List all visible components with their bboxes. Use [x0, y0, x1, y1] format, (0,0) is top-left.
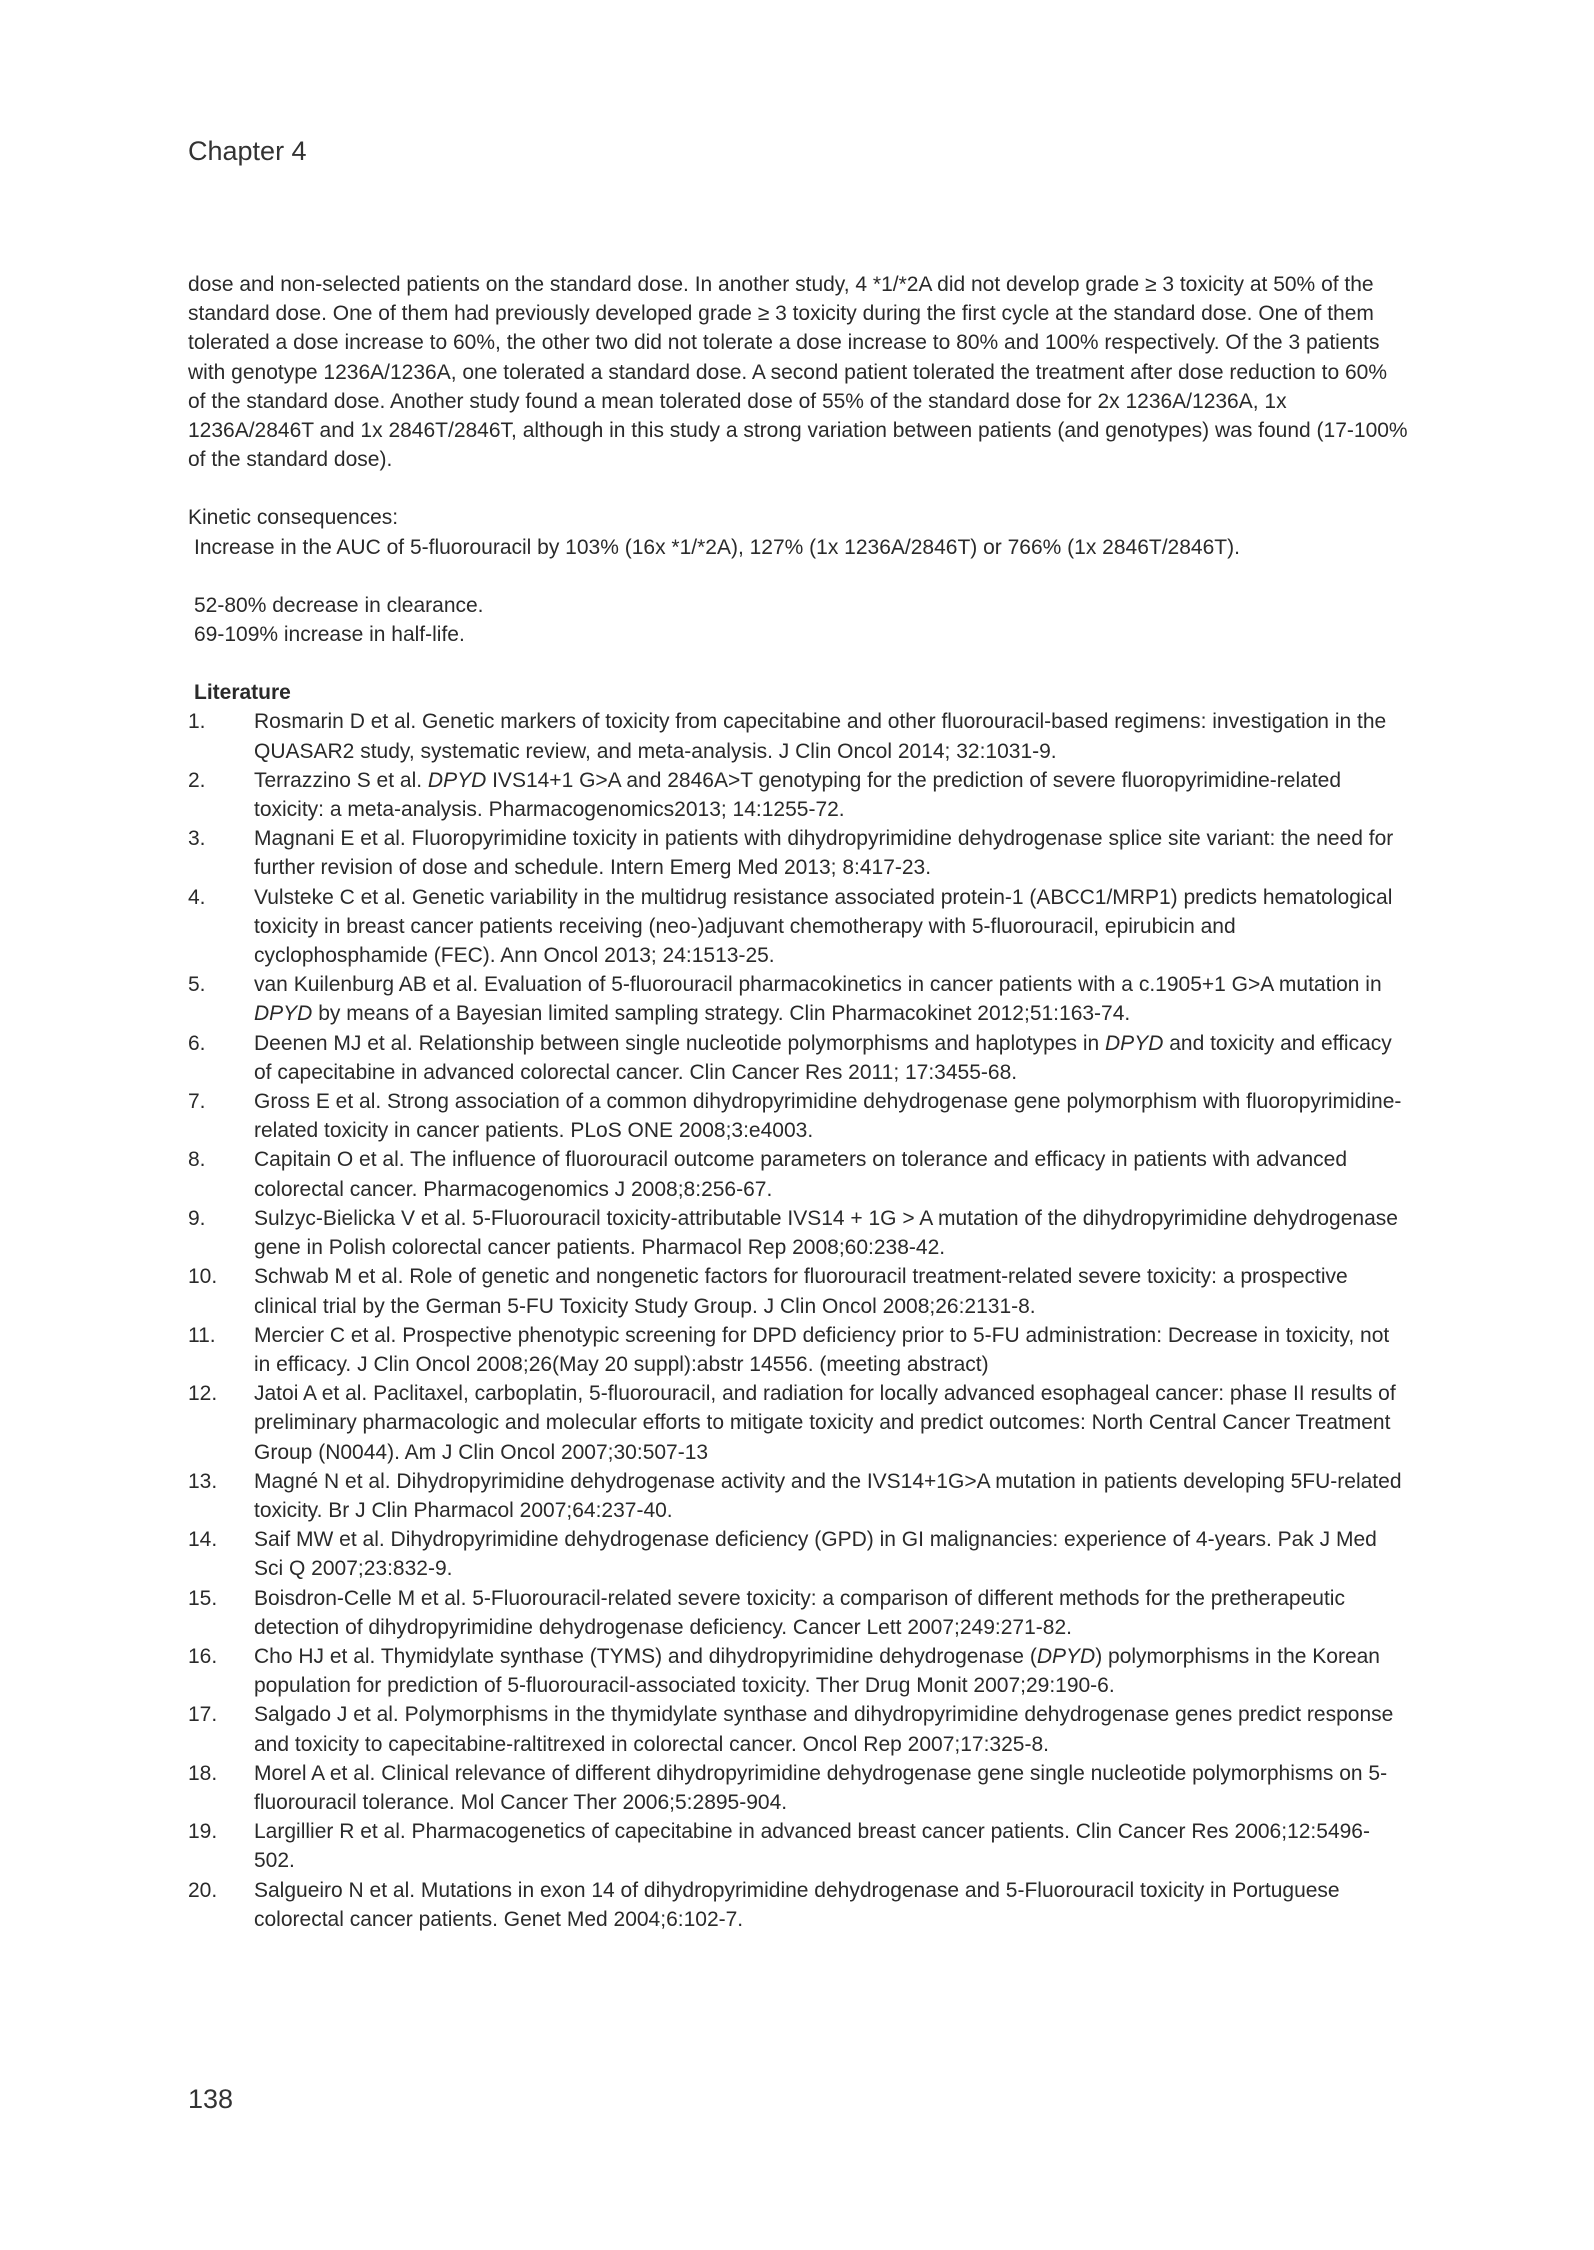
reference-item [188, 1145, 1408, 1203]
reference-number: 17. [188, 1703, 218, 1727]
reference-text-end: and toxicity and efficacy of capecitabine in advanced colorectal cancer. Clin Cancer Res 2011; 17:3455-68. [254, 1031, 1392, 1084]
reference-item [188, 766, 1408, 824]
reference-item [188, 1087, 1408, 1145]
reference-number: 4. [188, 885, 206, 909]
reference-item [188, 1262, 1408, 1320]
kinetic-halflife: 69-109% increase in half-life. [194, 623, 465, 647]
reference-text: Capitain O et al. The influence of fluorouracil outcome parameters on tolerance and efficacy in patients with advanced colorectal cancer. Pharmacogenomics J 2008;8:256-67. [254, 1148, 1348, 1201]
reference-text: Sulzyc-Bielicka V et al. 5-Fluorouracil toxicity-attributable IVS14 + 1G > A mutation of the dihydropyrimidine dehydrogenase gene in Polish colorectal cancer patients. Pharmacol Rep 2008;60:238-42. [254, 1206, 1398, 1260]
literature-heading: Literature [194, 681, 291, 705]
reference-text-end: ) polymorphisms in the Korean population for prediction of 5-fluorouracil-associated toxicity. Ther Drug Monit 2007;29:190-6. [254, 1644, 1380, 1698]
reference-number: 18. [188, 1761, 218, 1785]
reference-text: Magnani E et al. Fluoropyrimidine toxicity in patients with dihydropyrimidine dehydrogenase splice site variant: the need for further revision of dose and schedule. Intern Emerg Med 2013; 8:417-23. [254, 827, 1394, 880]
reference-item [188, 1817, 1408, 1875]
kinetic-clearance: 52-80% decrease in clearance. [194, 593, 484, 617]
gene-name: DPYD [1036, 1644, 1096, 1668]
reference-number: 13. [188, 1469, 218, 1493]
reference-item [188, 824, 1408, 882]
reference-item [188, 1321, 1408, 1379]
intro-paragraph: dose and non-selected patients on the standard dose. In another study, 4 *1/*2A did not develop grade ≥ 3 toxicity at 50% of the standard dose. One of them had previously developed grade ≥ 3 toxicity during the first cycle at the standard dose. One of them tolerated a dose increase to 60%, the other two did not tolerate a dose increase to 80% and 100% respectively. Of the 3 patients with genotype 1236A/1236A, one tolerated a standard dose. A second patient tolerated the treatment after dose reduction to 60% of the standard dose. Another study found a mean tolerated dose of 55% of the standard dose for 2x 1236A/1236A, 1x 1236A/2846T and 1x 2846T/2846T, although in this study a strong variation between patients (and genotypes) was found (17-100% of the standard dose). [188, 273, 1408, 472]
reference-item [188, 1584, 1408, 1642]
reference-number: 6. [188, 1031, 206, 1055]
running-head: Chapter 4 [188, 136, 307, 166]
reference-text: Mercier C et al. Prospective phenotypic screening for DPD deficiency prior to 5-FU administration: Decrease in toxicity, not in efficacy. J Clin Oncol 2008;26(May 20 suppl):abstr 14556. (meeting abstract) [254, 1323, 1390, 1376]
reference-text: Boisdron-Celle M et al. 5-Fluorouracil-related severe toxicity: a comparison of different methods for the pretherapeutic detection of dihydropyrimidine dehydrogenase deficiency. Cancer Lett 2007;249:271-82. [254, 1586, 1345, 1639]
reference-number: 15. [188, 1586, 218, 1610]
reference-text [254, 970, 1408, 1028]
reference-number: 5. [188, 973, 206, 997]
kinetic-auc: Increase in the AUC of 5-fluorouracil by 103% (16x *1/*2A), 127% (1x 1236A/2846T) or 766% (1x 2846T/2846T). [194, 535, 1240, 559]
reference-text [254, 1029, 1408, 1087]
page-content [188, 270, 1408, 1934]
reference-text: Largillier R et al. Pharmacogenetics of capecitabine in advanced breast cancer patients. Clin Cancer Res 2006;12:5496-502. [254, 1820, 1370, 1873]
reference-item [188, 1204, 1408, 1262]
spacer [188, 562, 1408, 591]
reference-item [188, 1525, 1408, 1583]
reference-list [188, 707, 1408, 1934]
reference-number: 7. [188, 1090, 206, 1114]
reference-item [188, 1379, 1408, 1467]
reference-number: 16. [188, 1644, 218, 1668]
page-number: 138 [188, 2084, 234, 2114]
reference-text: Magné N et al. Dihydropyrimidine dehydrogenase activity and the IVS14+1G>A mutation in patients developing 5FU-related toxicity. Br J Clin Pharmacol 2007;64:237-40. [254, 1469, 1402, 1522]
reference-number: 8. [188, 1148, 206, 1172]
reference-text-start: Terrazzino S et al. [254, 768, 428, 792]
reference-number: 12. [188, 1382, 218, 1406]
reference-number: 11. [188, 1323, 216, 1347]
reference-text-start: Deenen MJ et al. Relationship between single nucleotide polymorphisms and haplotypes in [254, 1031, 1106, 1055]
reference-text: Schwab M et al. Role of genetic and nongenetic factors for fluorouracil treatment-related severe toxicity: a prospective clinical trial by the German 5-FU Toxicity Study Group. J Clin Oncol 2008;26:2131-8. [254, 1265, 1348, 1318]
reference-text-start: Cho HJ et al. Thymidylate synthase (TYMS) and dihydropyrimidine dehydrogenase ( [254, 1644, 1037, 1668]
reference-text-end: by means of a Bayesian limited sampling strategy. Clin Pharmacokinet 2012;51:163-74. [312, 1002, 1131, 1026]
gene-name: DPYD [254, 1002, 313, 1026]
reference-text: Gross E et al. Strong association of a common dihydropyrimidine dehydrogenase gene polymorphism with fluoropyrimidine-related toxicity in cancer patients. PLoS ONE 2008;3:e4003. [254, 1090, 1402, 1143]
reference-item [188, 1029, 1408, 1087]
reference-number: 9. [188, 1206, 206, 1230]
reference-number: 1. [188, 710, 206, 734]
reference-text: Vulsteke C et al. Genetic variability in the multidrug resistance associated protein-1 (ABCC1/MRP1) predicts hematological toxicity in breast cancer patients receiving (neo-)adjuvant chemotherapy with 5-fluorouracil, epirubicin and cyclophosphamide (FEC). Ann Oncol 2013; 24:1513-25. [254, 885, 1393, 968]
reference-item [188, 1467, 1408, 1525]
reference-text-end: IVS14+1 G>A and 2846A>T genotyping for the prediction of severe fluoropyrimidine-related toxicity: a meta-analysis. Pharmacogenomics2013; 14:1255-72. [254, 768, 1342, 822]
reference-text: Jatoi A et al. Paclitaxel, carboplatin, 5-fluorouracil, and radiation for locally advanced esophageal cancer: phase II results of preliminary pharmacologic and molecular efforts to mitigate toxicity and predict outcomes: North Central Cancer Treatment Group (N0044). Am J Clin Oncol 2007;30:507-13 [254, 1382, 1396, 1464]
reference-number: 19. [188, 1820, 218, 1844]
reference-text: Salgueiro N et al. Mutations in exon 14 of dihydropyrimidine dehydrogenase and 5-Fluorouracil toxicity in Portuguese colorectal cancer patients. Genet Med 2004;6:102-7. [254, 1878, 1340, 1931]
gene-name: DPYD [427, 768, 487, 792]
reference-item [188, 970, 1408, 1028]
reference-item [188, 1759, 1408, 1817]
gene-name: DPYD [1105, 1031, 1164, 1055]
reference-number: 14. [188, 1528, 218, 1552]
reference-text: Morel A et al. Clinical relevance of different dihydropyrimidine dehydrogenase gene single nucleotide polymorphisms on 5-fluorouracil tolerance. Mol Cancer Ther 2006;5:2895-904. [254, 1761, 1388, 1814]
reference-text: Salgado J et al. Polymorphisms in the thymidylate synthase and dihydropyrimidine dehydrogenase genes predict response and toxicity to capecitabine-raltitrexed in colorectal cancer. Oncol Rep 2007;17:325-8. [254, 1703, 1394, 1756]
reference-text [254, 766, 1408, 824]
reference-text: Rosmarin D et al. Genetic markers of toxicity from capecitabine and other fluorouracil-based regimens: investigation in the QUASAR2 study, systematic review, and meta-analysis. J Clin Oncol 2014; 32:1031-9. [254, 710, 1387, 763]
reference-item [188, 1700, 1408, 1758]
reference-text [254, 1642, 1408, 1700]
reference-number: 2. [188, 768, 206, 792]
reference-text-start: van Kuilenburg AB et al. Evaluation of 5-fluorouracil pharmacokinetics in cancer patients with a c.1905+1 G>A mutation in [254, 973, 1382, 997]
reference-item [188, 707, 1408, 765]
reference-number: 20. [188, 1878, 218, 1902]
reference-item [188, 883, 1408, 971]
reference-text: Saif MW et al. Dihydropyrimidine dehydrogenase deficiency (GPD) in GI malignancies: experience of 4-years. Pak J Med Sci Q 2007;23:832-9. [254, 1528, 1377, 1581]
kinetic-heading: Kinetic consequences: [188, 506, 399, 530]
reference-number: 10. [188, 1265, 218, 1289]
reference-item [188, 1642, 1408, 1700]
reference-item [188, 1876, 1408, 1934]
reference-number: 3. [188, 827, 206, 851]
